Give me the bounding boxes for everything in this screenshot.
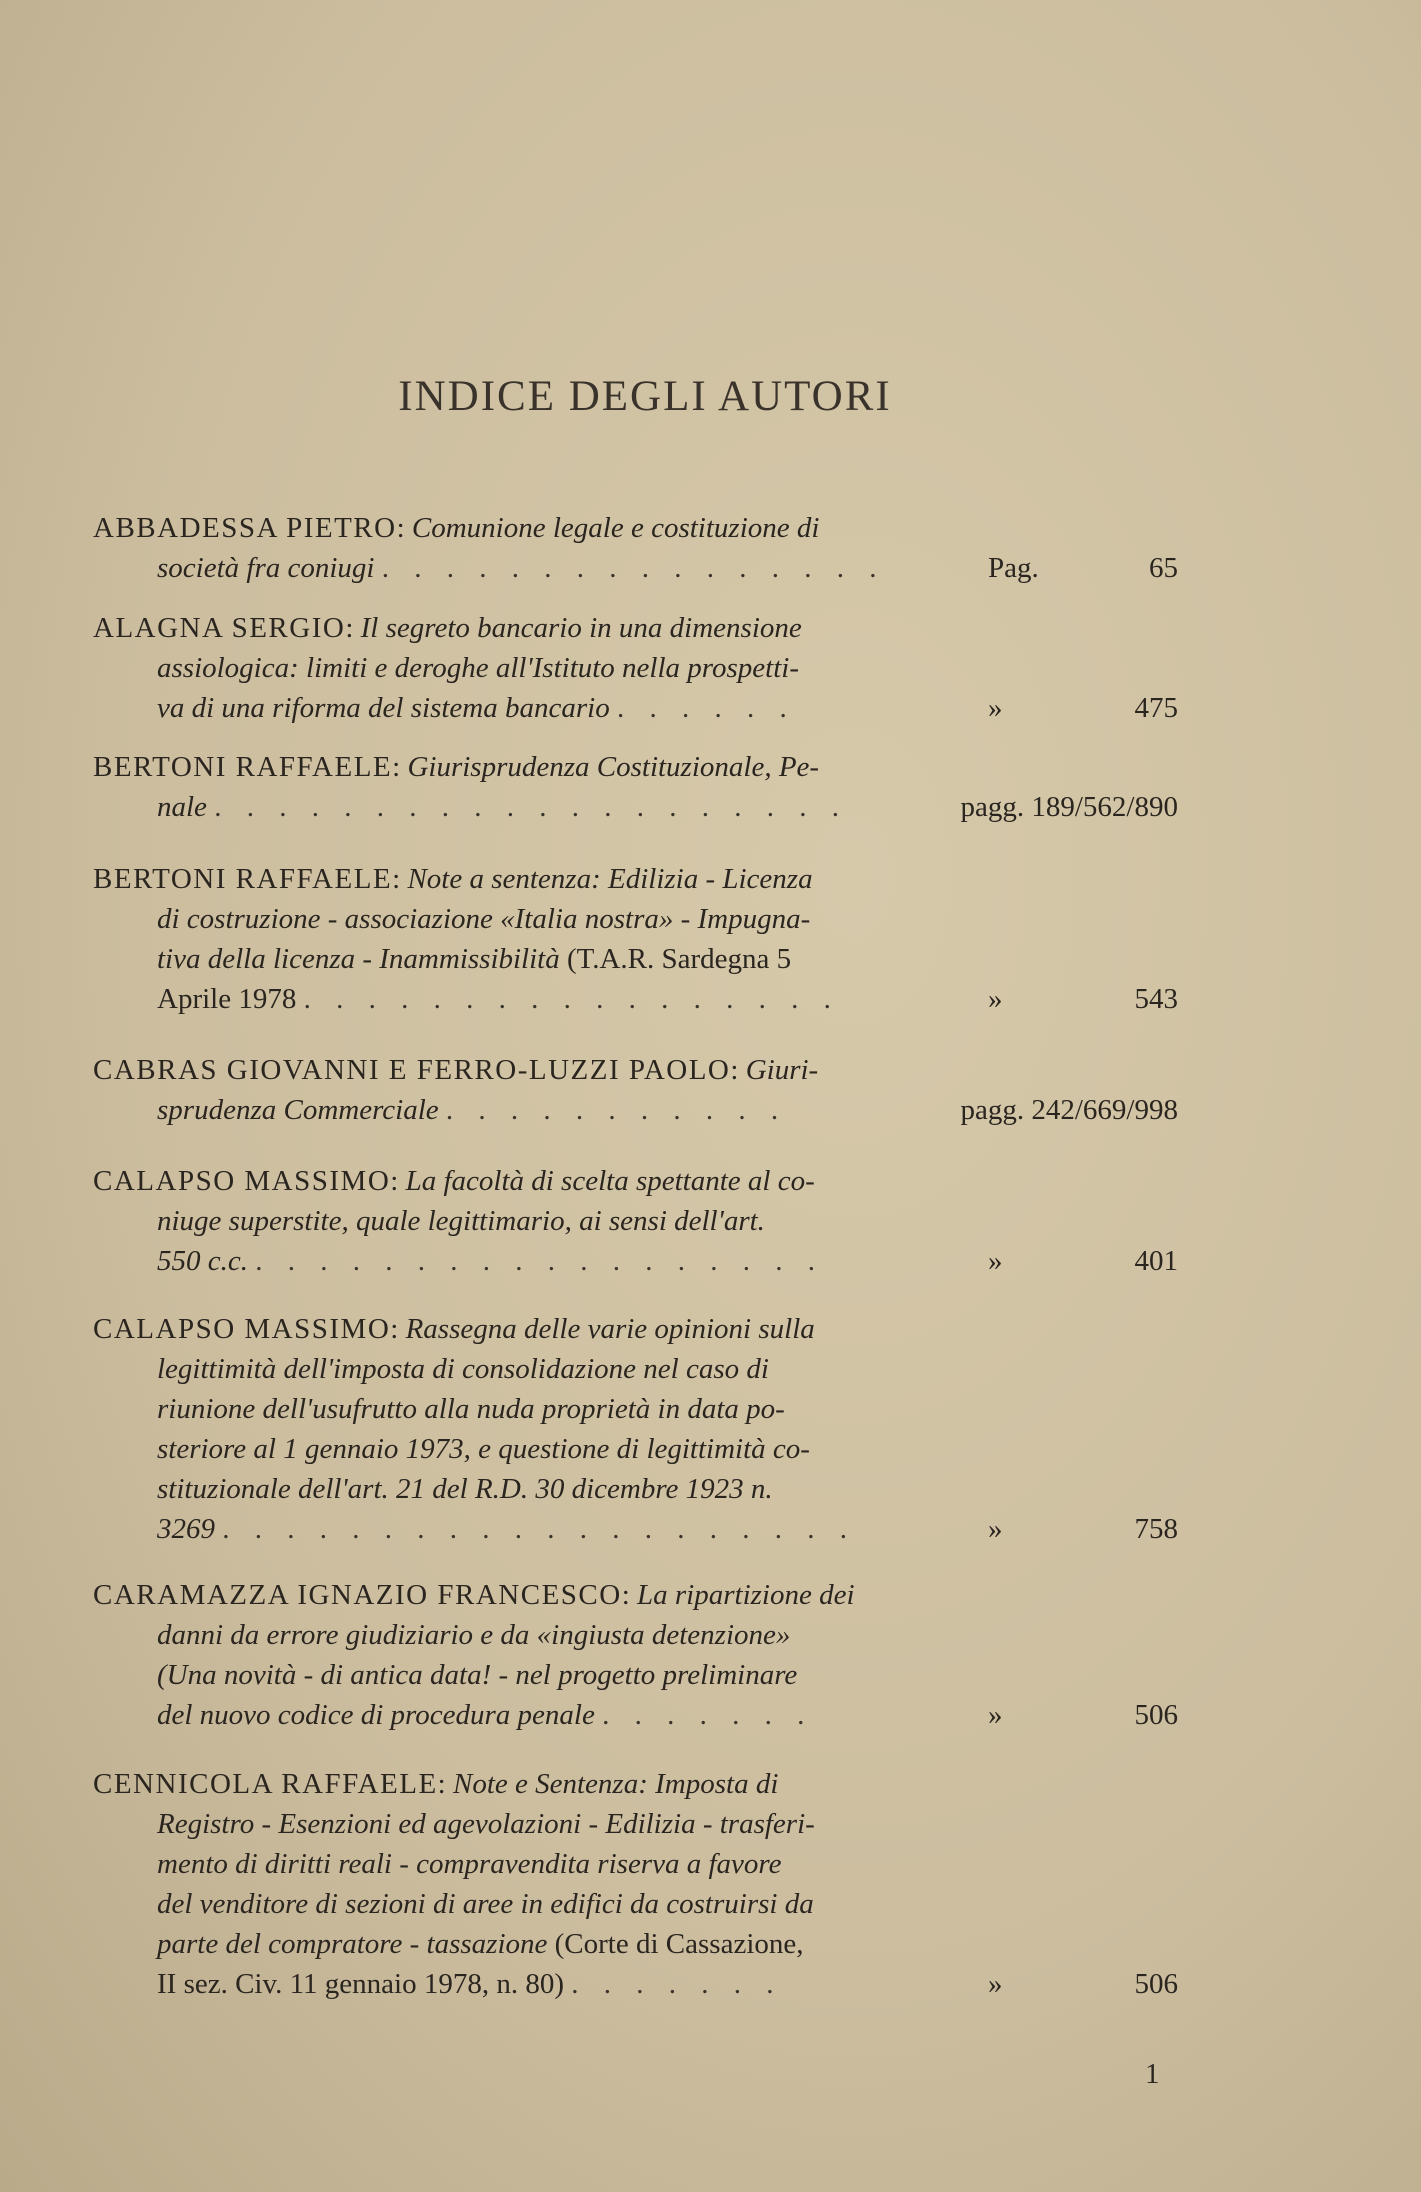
entry-page-ref [988,1509,1178,1549]
entry-author: ABBADESSA PIETRO [93,512,397,544]
entry-source: Aprile 1978 [157,983,297,1015]
entry-title: Note e Sentenza: Imposta di [452,1768,779,1800]
page-number-ref: 401 [1134,1245,1178,1277]
entry-page-ref [988,979,1178,1019]
index-entry: CALAPSO MASSIMO: La facoltà di scelta spettante al co- niuge superstite, quale legittimario, ai sensi dell'art. 550 c.c. . . . . . . . . . . . . . . . . . . » 401 [93,1161,1178,1281]
entry-title: del nuovo codice di procedura penale [157,1699,595,1731]
entry-title: Giurisprudenza Costituzionale, Pe- [407,751,820,783]
entry-author: BERTONI RAFFAELE [93,751,393,783]
index-entry: BERTONI RAFFAELE: Note a sentenza: Edilizia - Licenza di costruzione - associazione «Italia nostra» - Impugna- tiva della licenza - Inammissibilità (T.A.R. Sardegna 5 Aprile 1978 . . . . . . . . . . . . . . . . . » 543 [93,859,1178,1019]
entry-author: CENNICOLA RAFFAELE [93,1768,438,1800]
page-number-ref: 506 [1134,1968,1178,2000]
page-number-ref: 475 [1134,692,1178,724]
index-entry: BERTONI RAFFAELE: Giurisprudenza Costituzionale, Pe- nale . . . . . . . . . . . . . . . . . . . . pagg. 189/562/890 [93,747,1178,827]
entry-page-ref [988,1695,1178,1735]
index-entry: CABRAS GIOVANNI E FERRO-LUZZI PAOLO: Giuri- sprudenza Commerciale . . . . . . . . . . . pagg. 242/669/998 [93,1050,1178,1130]
entry-source: II sez. Civ. 11 gennaio 1978, n. 80) [157,1968,564,2000]
entry-title: (Una novità - di antica data! - nel progetto preliminare [157,1659,798,1691]
leader-dots: . . . . . . . . . . . . . . . . . . [255,1245,824,1277]
entry-author: CALAPSO MASSIMO [93,1313,391,1345]
leader-dots: . . . . . . . . . . . . . . . . . . . . [214,791,848,823]
entry-title: Registro - Esenzioni ed agevolazioni - Edilizia - trasferi- [157,1808,815,1840]
entry-author: CARAMAZZA IGNAZIO FRANCESCO [93,1579,622,1611]
entry-title: sprudenza Commerciale [157,1094,439,1126]
page-number-ref: 543 [1134,983,1178,1015]
index-entry: ABBADESSA PIETRO: Comunione legale e costituzione di società fra coniugi . . . . . . . . . . . . . . . . Pag. 65 [93,508,1178,588]
entry-title: Il segreto bancario in una dimensione [360,612,802,644]
entry-author: CABRAS GIOVANNI E FERRO-LUZZI PAOLO [93,1054,731,1086]
entry-title: niuge superstite, quale legittimario, ai sensi dell'art. [157,1205,765,1237]
page-number-ref: 506 [1134,1699,1178,1731]
ditto-mark: » [988,1513,1003,1545]
entry-title: assiologica: limiti e deroghe all'Istituto nella prospetti- [157,652,799,684]
entry-author: CALAPSO MASSIMO [93,1165,391,1197]
entry-title: di costruzione - associazione «Italia nostra» - Impugna- [157,903,811,935]
index-title: INDICE DEGLI AUTORI [398,373,892,420]
page-number: 1 [1145,2058,1160,2090]
entry-author: BERTONI RAFFAELE [93,863,393,895]
leader-dots: . . . . . . [616,692,796,724]
entry-title: nale [157,791,207,823]
entry-title: società fra coniugi [157,552,375,584]
leader-dots: . . . . . . . . . . . . . . . . [381,552,886,584]
ditto-mark: » [988,692,1003,724]
entry-title: parte del compratore - tassazione [157,1928,548,1960]
leader-dots: . . . . . . . [602,1699,814,1731]
index-entry: CENNICOLA RAFFAELE: Note e Sentenza: Imposta di Registro - Esenzioni ed agevolazioni - Edilizia - trasferi- mento di diritti reali - compravendita riserva a favore del venditore di sezioni di aree in edifici da costruirsi da parte del compratore - tassazione (Corte di Cassazione, II sez. Civ. 11 gennaio 1978, n. 80) . . . . . . . » 506 [93,1764,1178,2004]
page-number-ref: pagg. 189/562/890 [960,791,1178,823]
entry-title: Giuri- [745,1054,819,1086]
leader-dots: . . . . . . . [571,1968,783,2000]
entry-title: danni da errore giudiziario e da «ingiusta detenzione» [157,1619,791,1651]
entry-title: legittimità dell'imposta di consolidazione nel caso di [157,1353,769,1385]
ditto-mark: » [988,1968,1003,2000]
entry-title: 3269 [157,1513,215,1545]
page-number-ref: 65 [1149,552,1178,584]
entry-title: mento di diritti reali - compravendita riserva a favore [157,1848,782,1880]
index-entry: ALAGNA SERGIO: Il segreto bancario in una dimensione assiologica: limiti e deroghe all'Istituto nella prospetti- va di una riforma del sistema bancario . . . . . . » 475 [93,608,1178,728]
entry-title: del venditore di sezioni di aree in edifici da costruirsi da [157,1888,814,1920]
entry-source: (Corte di Cassazione, [554,1928,804,1960]
entry-title: 550 c.c. [157,1245,248,1277]
entry-title: va di una riforma del sistema bancario [157,692,610,724]
entry-title: riunione dell'usufrutto alla nuda proprietà in data po- [157,1393,785,1425]
leader-dots: . . . . . . . . . . . [445,1094,788,1126]
index-entry: CARAMAZZA IGNAZIO FRANCESCO: La ripartizione dei danni da errore giudiziario e da «ingiusta detenzione» (Una novità - di antica data! - nel progetto preliminare del nuovo codice di procedura penale . . . . . . . » 506 [93,1575,1178,1735]
entry-title: Rassegna delle varie opinioni sulla [405,1313,815,1345]
entry-title: stituzionale dell'art. 21 del R.D. 30 dicembre 1923 n. [157,1473,773,1505]
entry-page-ref [988,1964,1178,2004]
entry-title: Comunione legale e costituzione di [411,512,820,544]
ditto-mark: » [988,983,1003,1015]
ditto-mark: » [988,1699,1003,1731]
page-number-ref: pagg. 242/669/998 [960,1094,1178,1126]
entry-page-ref [898,1090,1178,1130]
entry-page-ref [988,548,1178,588]
entry-title: steriore al 1 gennaio 1973, e questione di legittimità co- [157,1433,810,1465]
entry-page-ref [988,1241,1178,1281]
leader-dots: . . . . . . . . . . . . . . . . . . . . [222,1513,856,1545]
entry-page-ref [898,787,1178,827]
entry-page-ref [988,688,1178,728]
ditto-mark: » [988,1245,1003,1277]
index-entry: CALAPSO MASSIMO: Rassegna delle varie opinioni sulla legittimità dell'imposta di consolidazione nel caso di riunione dell'usufrutto alla nuda proprietà in data po- steriore al 1 gennaio 1973, e questione di legittimità co- stituzionale dell'art. 21 del R.D. 30 dicembre 1923 n. 3269 . . . . . . . . . . . . . . . . . . . . » 758 [93,1309,1178,1549]
page-number-ref: 758 [1134,1513,1178,1545]
page-label: Pag. [988,552,1039,584]
entry-title: La facoltà di scelta spettante al co- [405,1165,815,1197]
entry-source: (T.A.R. Sardegna 5 [566,943,792,975]
leader-dots: . . . . . . . . . . . . . . . . . [303,983,840,1015]
entry-title: Note a sentenza: Edilizia - Licenza [407,863,813,895]
entry-title: La ripartizione dei [637,1579,855,1611]
entry-title: tiva della licenza - Inammissibilità [157,943,560,975]
entry-author: ALAGNA SERGIO [93,612,346,644]
